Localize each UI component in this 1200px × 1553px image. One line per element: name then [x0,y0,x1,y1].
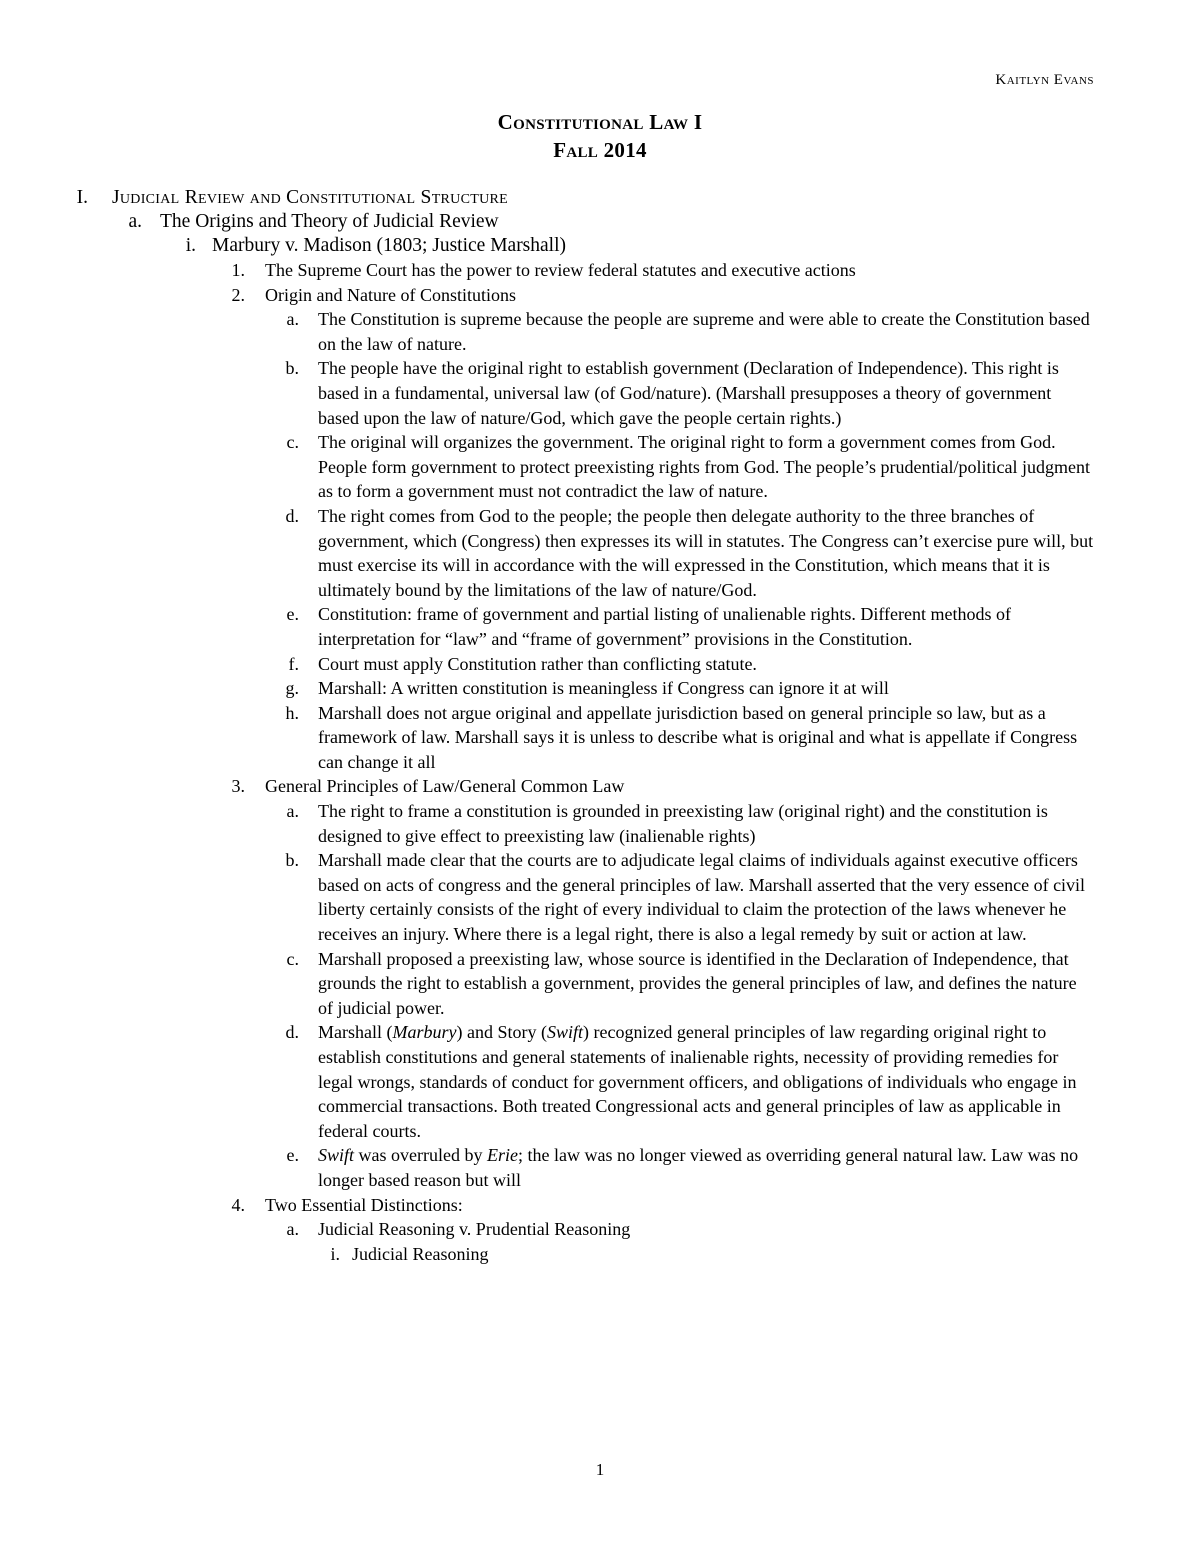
outline-marker: e. [286,604,299,625]
outline-item-level-5 [0,1143,1200,1192]
document-title: Constitutional Law I [497,110,703,134]
outline-text: General Principles of Law/General Common Law [265,776,625,797]
outline-marker: f. [288,653,299,674]
page-number: 1 [595,1460,605,1479]
outline-marker: d. [285,505,299,526]
case-name: Erie [486,1145,518,1166]
outline-marker: 4. [231,1194,245,1215]
outline-text: The original will organizes the government. The original right to form a government comes from God. People form government to protect preexisting rights from God. The people’s prudential/political judgment as to form a government must not contradict the law of nature. [318,432,1090,502]
outline-text: The Supreme Court has the power to review federal statutes and executive actions [265,260,856,280]
outline-item-level-6 [0,1242,1200,1267]
outline-item-level-5 [0,307,1200,356]
outline-text: Marshall proposed a preexisting law, whose source is identified in the Declaration of Independence, that grounds the right to establish a government, provides the general principles of law, and defines the nature of judicial power. [318,948,1077,1018]
outline-marker: 1. [231,260,245,280]
outline-list [0,186,1200,1266]
outline-marker: i. [330,1243,340,1264]
outline-marker: a. [286,801,299,822]
outline-text: Marshall: A written constitution is meaningless if Congress can ignore it at will [318,678,889,699]
outline-text: The right to frame a constitution is grounded in preexisting law (original right) and the constitution is designed to give effect to preexisting law (inalienable rights) [318,801,1048,846]
outline-text: The right comes from God to the people; the people then delegate authority to the three branches of government, which (Congress) then expresses its will in statutes. The Congress can’t exercise pure will, but must exercise its will in accordance with the will expressed in the Constitution, which means that it is ultimately bound by the limitations of the law of nature/God. [318,505,1094,600]
text-fragment: ) and Story ( [456,1022,547,1043]
outline-item-level-4 [0,774,1200,799]
text-fragment: ; the law was no longer viewed as overriding general natural law. Law was no longer based reason but will [318,1145,1079,1190]
outline-item-level-5 [0,430,1200,504]
outline-item-level-5 [0,701,1200,775]
outline-marker: I. [76,187,88,208]
outline-item-level-5 [0,947,1200,1021]
outline-marker: e. [286,1145,299,1166]
outline-marker: h. [285,702,299,723]
outline-marker: a. [286,309,299,330]
text-fragment: Marshall ( [318,1022,393,1043]
outline-text: Two Essential Distinctions: [265,1194,463,1215]
outline-text [318,1020,1094,1143]
outline-marker: a. [128,211,142,232]
outline-item-level-1 [0,186,1200,210]
outline-item-level-4 [0,258,1200,283]
outline-item-level-4 [0,283,1200,308]
outline-item-level-4 [0,1193,1200,1218]
outline-marker: c. [286,948,299,969]
outline-text: The Constitution is supreme because the people are supreme and were able to create the Constitution based on the law of nature. [318,309,1090,354]
document-subtitle: Fall 2014 [553,138,647,162]
outline-text: Judicial Reasoning v. Prudential Reasoning [318,1219,631,1240]
text-fragment: ) recognized general principles of law regarding original right to establish constitutions and general statements of inalienable rights, necessity of providing remedies for legal wrongs, standards of conduct for government officers, and obligations of individuals who engage in commercial transactions. Both treated Congressional acts and general principles of law as applicable in federal courts. [318,1022,1077,1141]
outline-marker: a. [286,1219,299,1240]
outline-text: Origin and Nature of Constitutions [265,284,516,305]
outline-item-level-5 [0,504,1200,602]
outline-item-level-5 [0,848,1200,946]
outline-text: The Origins and Theory of Judicial Review [160,211,499,232]
outline-item-level-5 [0,799,1200,848]
outline-text [318,1143,1094,1192]
outline-marker: b. [285,358,299,379]
outline-text: Court must apply Constitution rather than conflicting statute. [318,653,757,674]
outline-item-level-5 [0,1020,1200,1143]
outline-text: The people have the original right to establish government (Declaration of Independence). This right is based in a fundamental, universal law (of God/nature). (Marshall presupposes a theory of government based upon the law of nature/God, which gave the people certain rights.) [318,358,1059,428]
outline-item-level-2 [0,210,1200,234]
outline-item-level-5 [0,602,1200,651]
outline-marker: c. [286,432,299,453]
case-name: Marbury [392,1022,457,1043]
outline-marker: 3. [231,776,245,797]
outline-marker: d. [285,1022,299,1043]
outline-text: Judicial Reasoning [352,1243,489,1264]
outline-marker: i. [185,235,196,256]
case-name: Swift [318,1145,355,1166]
outline-item-level-5 [0,652,1200,677]
outline-text: Marbury v. Madison (1803; Justice Marshall) [212,235,567,256]
outline-text: Marshall does not argue original and appellate jurisdiction based on general principle so law, but as a framework of law. Marshall says it is unless to describe what is original and what is appellate if Congress can change it all [318,702,1078,772]
author-name: Kaitlyn Evans [995,72,1094,88]
case-name: Swift [546,1022,583,1043]
outline-marker: g. [285,678,299,699]
outline-item-level-5 [0,1217,1200,1242]
outline-text: Judicial Review and Constitutional Structure [112,187,508,208]
text-fragment: was overruled by [354,1145,487,1166]
outline-marker: b. [285,850,299,871]
outline-item-level-3 [0,234,1200,258]
outline-text: Constitution: frame of government and partial listing of unalienable rights. Different methods of interpretation for “law” and “frame of government” provisions in the Constitution. [318,604,1012,649]
outline-item-level-5 [0,676,1200,701]
outline-item-level-5 [0,356,1200,430]
outline-text: Marshall made clear that the courts are to adjudicate legal claims of individuals against executive officers based on acts of congress and the general principles of law. Marshall asserted that the very essence of civil liberty certainly consists of the right of every individual to claim the protection of the laws whenever he receives an injury. Where there is a legal right, there is also a legal remedy by suit or action at law. [318,850,1086,945]
outline-marker: 2. [231,284,245,305]
